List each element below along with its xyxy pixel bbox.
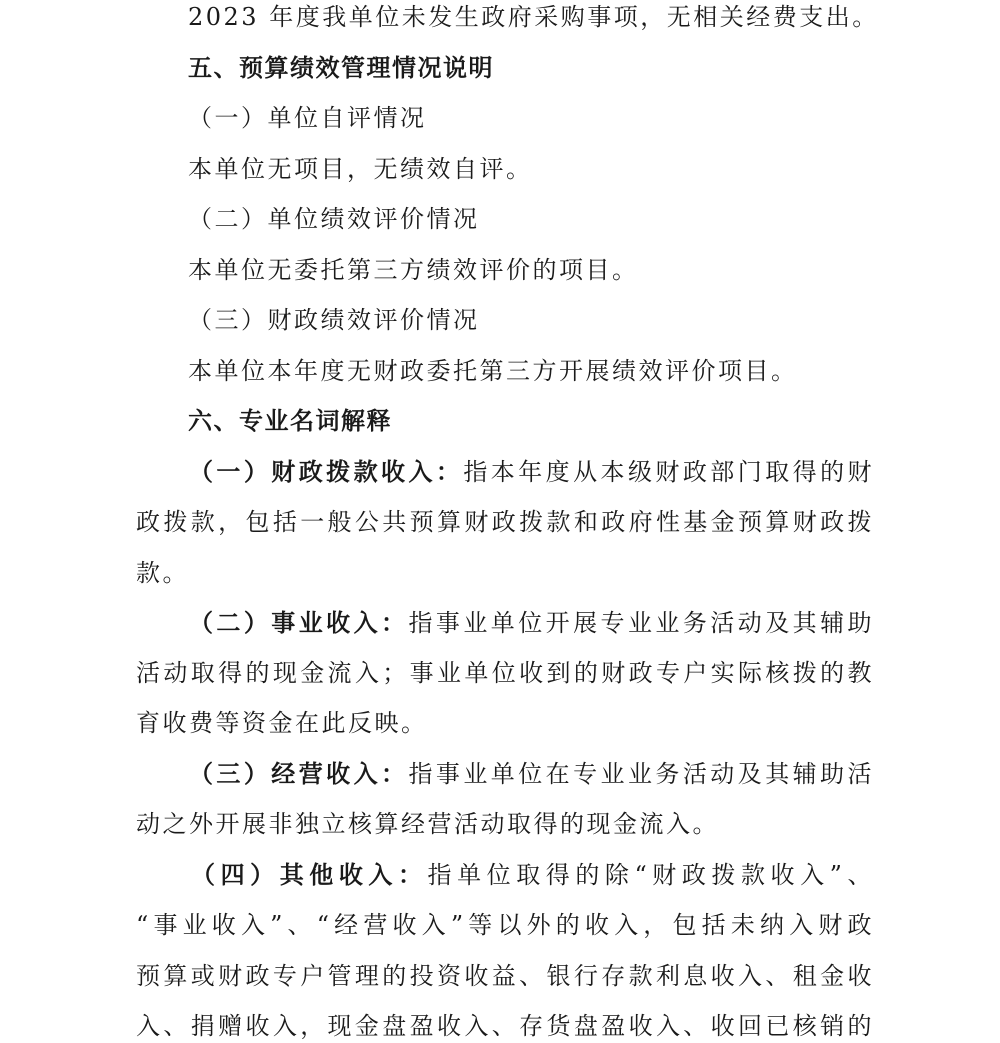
subsection-5-2-text: 本单位无委托第三方绩效评价的项目。	[188, 256, 639, 284]
section-6-heading: 六、专业名词解释	[188, 407, 392, 435]
term-1-line-2: 政拨款，包括一般公共预算财政拨款和政府性基金预算财政拨	[136, 508, 874, 536]
subsection-5-3-heading: （三）财政绩效评价情况	[188, 306, 480, 334]
term-3-line-2: 动之外开展非独立核算经营活动取得的现金流入。	[136, 810, 719, 838]
subsection-5-1-text: 本单位无项目，无绩效自评。	[188, 155, 533, 183]
term-1-definition-start: 指本年度从本级财政部门取得的财	[463, 458, 875, 486]
term-4-line-3: 预算或财政专户管理的投资收益、银行存款利息收入、租金收	[136, 962, 874, 990]
subsection-5-1-heading: （一）单位自评情况	[188, 104, 427, 132]
subsection-5-2-heading: （二）单位绩效评价情况	[188, 205, 480, 233]
term-1-line-3: 款。	[136, 559, 189, 587]
term-2-label: （二）事业收入：	[188, 608, 409, 637]
term-1-label: （一）财政拨款收入：	[188, 457, 464, 486]
subsection-5-3-text: 本单位本年度无财政委托第三方开展绩效评价项目。	[188, 357, 798, 385]
procurement-paragraph: 2023 年度我单位未发生政府采购事项，无相关经费支出。	[188, 3, 879, 31]
term-4-first-line	[136, 860, 874, 890]
term-3-definition-start: 指事业单位在专业业务活动及其辅助活	[408, 760, 875, 788]
term-2-line-2: 活动取得的现金流入；事业单位收到的财政专户实际核拨的教	[136, 659, 874, 687]
section-5-heading: 五、预算绩效管理情况说明	[188, 54, 494, 82]
term-3-first-line	[136, 759, 874, 789]
term-4-line-4: 入、捐赠收入，现金盘盈收入、存货盘盈收入、收回已核销的	[136, 1012, 874, 1040]
term-4-line-2: “事业收入”、“经营收入”等以外的收入，包括未纳入财政	[136, 911, 874, 939]
term-3-label: （三）经营收入：	[188, 759, 409, 788]
term-4-definition-start: 指单位取得的除“财政拨款收入”、	[427, 861, 874, 889]
term-4-label: （四）其他收入：	[188, 860, 428, 889]
term-1-first-line	[136, 457, 874, 487]
term-2-line-3: 育收费等资金在此反映。	[136, 709, 428, 737]
term-2-first-line	[136, 608, 874, 638]
term-2-definition-start: 指事业单位开展专业业务活动及其辅助	[408, 609, 875, 637]
